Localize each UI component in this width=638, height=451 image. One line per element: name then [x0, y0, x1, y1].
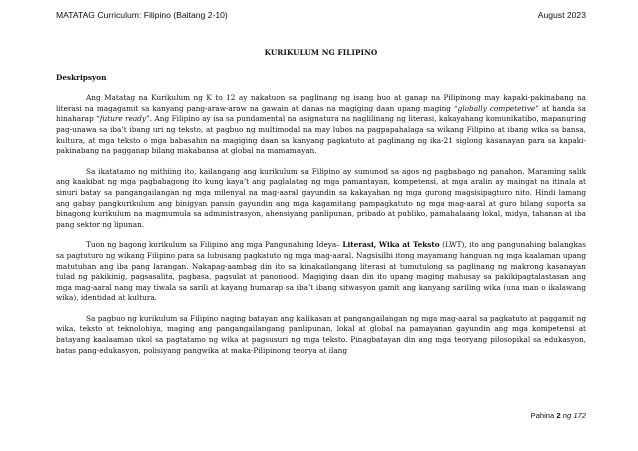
- paragraph-3-text-a: Tuon ng bagong kurikulum sa Filipino ang mga Pangunahing Ideya–: [86, 240, 343, 250]
- footer-total-pages: 172: [573, 411, 586, 420]
- section-heading: Deskripsyon: [56, 72, 107, 82]
- page-footer: [531, 411, 586, 420]
- header-date: August 2023: [537, 10, 586, 20]
- page-header: [56, 10, 586, 22]
- paragraph-3-text-c: (LWT), ito ang pangunahing balangkas sa pagtuturo ng wikang Filipino para sa lubusang pagkatuto ng mga mag-aaral. Nagsisilbi itong mayamang hanguan ng mga kaalaman upang matutuhan ang iba pang larangan. Nakapag-aambag din ito sa kinakailangang literasi at tumutulong sa paglinang ng makrong kasanayan tulad ng pakikinig, pagsasalita, pagbasa, pagsulat at panonood. Magiging daan din ito upang maging mahusay sa pakikipagtalastasan ang mga mag-aaral nang may tiwala sa sarili at kayang humarap sa iba’t ibang sitwasyon gamit ang kanyang sariling wika (una man o ikalawang wika), identidad at kultura.: [56, 240, 586, 303]
- paragraph-3: [56, 240, 586, 304]
- document-title: KURIKULUM NG FILIPINO: [264, 48, 378, 57]
- paragraph-1: [56, 93, 586, 157]
- paragraph-3-key-ideas: Literasi, Wika at Teksto: [342, 240, 440, 250]
- paragraph-1-text-c: ” at handa sa hinaharap “: [56, 103, 586, 124]
- footer-page-number: 2: [556, 411, 561, 420]
- paragraph-4: Sa pagbuo ng kurikulum sa Filipino naging batayan ang kalikasan at pangangailangan ng mga mag-aaral sa pagkatuto at paggamit ng wika, teksto at teknolohiya, maging ang pangangailangang panlipunan, lokal at global na pamayanan gayundin ang mga kompetensi at batayang kaalaaman ukol sa pagtatamo ng wika at pagsusuri ng mga teksto. Pinagbatayan din ang mga teoryang pilosopikal sa edukasyon, batas pang-edukasyon, polisiyang pangwika at maka-Pilipinong teorya at ilang: [56, 313, 586, 355]
- paragraph-1-text-e: ”. Ang Filipino ay isa sa pundamental na asignatura na naglilinang ng literasi, kakayahang komunikatibo, mapanuring pag-unawa sa iba’t ibang uri ng teksto, at pagbuo ng multimodal na may lubos na pagpapahalaga sa wikang Filipino at ibang wika sa bansa, kultura, at mga teksto o mga babasahin na magiging daan sa kanyang pagkatuto at paglinang ng ika-21 siglong kasanayan para sa kapaki-pakinabang na pagganap bilang makabansa at global na mamamayan.: [56, 114, 586, 156]
- paragraph-2: Sa ikatatamo ng mithiing ito, kailangang ang kurikulum sa Filipino ay sumunod sa agos ng pagbabago ng panahon. Maraming salik ang kaakibat ng mga pagbabagong ito kung kaya’t ang paglalatag ng mga pamantayan, kompetensi, at mga aralin ay maingat na itinala at sinuri batay sa pangangailangan ng mga milenyal na mag-aaral gayundin sa kakayahan ng mga gurong magsisipagturo nito. Hindi lamang ang gabay pangkurikulum ang binigyan pansin gayundin ang mga kagamitang pampagkatuto ng mga mag-aaral at guro bilang suporta sa binagong kurikulum na magmumula sa administrasyon, ahensiyang panlipunan, pribado at publiko, pamahalaang lokal, midya, tahanan at iba pang sektor ng lipunan.: [56, 166, 586, 229]
- paragraph-1-term-globally-competitive: globally competetive: [457, 103, 536, 113]
- document-body: [56, 48, 586, 366]
- footer-of-label: ng: [562, 411, 572, 420]
- paragraph-1-text-a: Ang Matatag na Kurikulum ng K to 12 ay nakatuon sa paglinang ng isang buo at ganap na Pilipinong may kapaki-pakinabang na literasi na magagamit sa kanyang pang-araw-araw na gawain at danas na magiging daan upang maging “: [56, 93, 586, 113]
- paragraph-1-term-future-ready: future ready: [99, 114, 147, 124]
- header-curriculum-title: MATATAG Curriculum: Filipino (Baitang 2-10): [56, 10, 228, 20]
- footer-page-label: Pahina: [530, 411, 555, 420]
